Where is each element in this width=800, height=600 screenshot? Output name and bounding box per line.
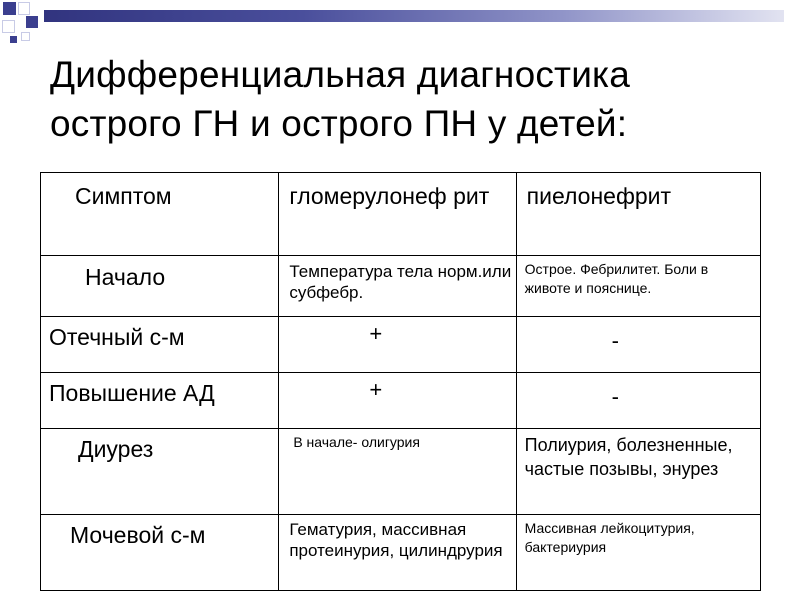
row-symptom: Мочевой с-м	[70, 522, 206, 548]
table-row	[41, 429, 761, 515]
row-gn-value: В начале- олигурия	[293, 434, 420, 450]
table-cell	[516, 515, 760, 591]
decor-square	[18, 2, 30, 15]
row-symptom: Начало	[85, 264, 166, 290]
decor-square	[21, 32, 30, 41]
slide-title-line-2: острого ГН и острого ПН у детей:	[50, 103, 628, 144]
table-cell	[41, 429, 279, 515]
table-cell	[41, 373, 279, 429]
slide-title	[50, 50, 770, 148]
header-symptom: Симптом	[75, 183, 172, 209]
table-row	[41, 317, 761, 373]
slide-title-line-1: Дифференциальная диагностика	[50, 54, 631, 95]
row-gn-value: Гематурия, массивная протеинурия, цилиндрурия	[289, 520, 503, 560]
table-cell	[279, 317, 516, 373]
table-cell	[279, 515, 516, 591]
table-cell	[516, 317, 760, 373]
table-header-cell	[41, 173, 279, 256]
decor-square	[26, 16, 38, 28]
table-cell	[516, 373, 760, 429]
top-gradient-band	[44, 10, 784, 22]
table-header-cell	[279, 173, 516, 256]
table-cell	[41, 256, 279, 317]
table-cell	[516, 256, 760, 317]
row-gn-value: Температура тела норм.или субфебр.	[289, 262, 512, 302]
table-cell	[41, 317, 279, 373]
row-pn-value: -	[611, 328, 619, 353]
header-glomerulonephritis: гломерулонеф рит	[289, 183, 490, 209]
table-row	[41, 373, 761, 429]
table-row	[41, 256, 761, 317]
table-cell	[279, 429, 516, 515]
row-pn-value: Полиурия, болезненные, частые позывы, энурез	[524, 435, 733, 479]
table-cell	[279, 373, 516, 429]
decor-square	[3, 2, 16, 15]
table-header-row	[41, 173, 761, 256]
header-pyelonephritis: пиелонефрит	[526, 183, 672, 209]
row-pn-value: Массивная лейкоцитурия, бактериурия	[524, 520, 695, 555]
table-cell	[41, 515, 279, 591]
row-pn-value: Острое. Фебрилитет. Боли в животе и пояснице.	[524, 261, 709, 296]
table-row	[41, 515, 761, 591]
table-header-cell	[516, 173, 760, 256]
decor-square	[2, 20, 15, 33]
table-cell	[516, 429, 760, 515]
table-cell	[279, 256, 516, 317]
row-gn-value: +	[369, 377, 383, 402]
row-symptom: Отечный с-м	[49, 324, 185, 350]
decor-square	[10, 36, 17, 43]
row-gn-value: +	[369, 321, 383, 346]
row-pn-value: -	[611, 384, 619, 409]
row-symptom: Диурез	[78, 436, 154, 462]
row-symptom: Повышение АД	[49, 380, 215, 406]
differential-diagnosis-table	[40, 172, 761, 591]
